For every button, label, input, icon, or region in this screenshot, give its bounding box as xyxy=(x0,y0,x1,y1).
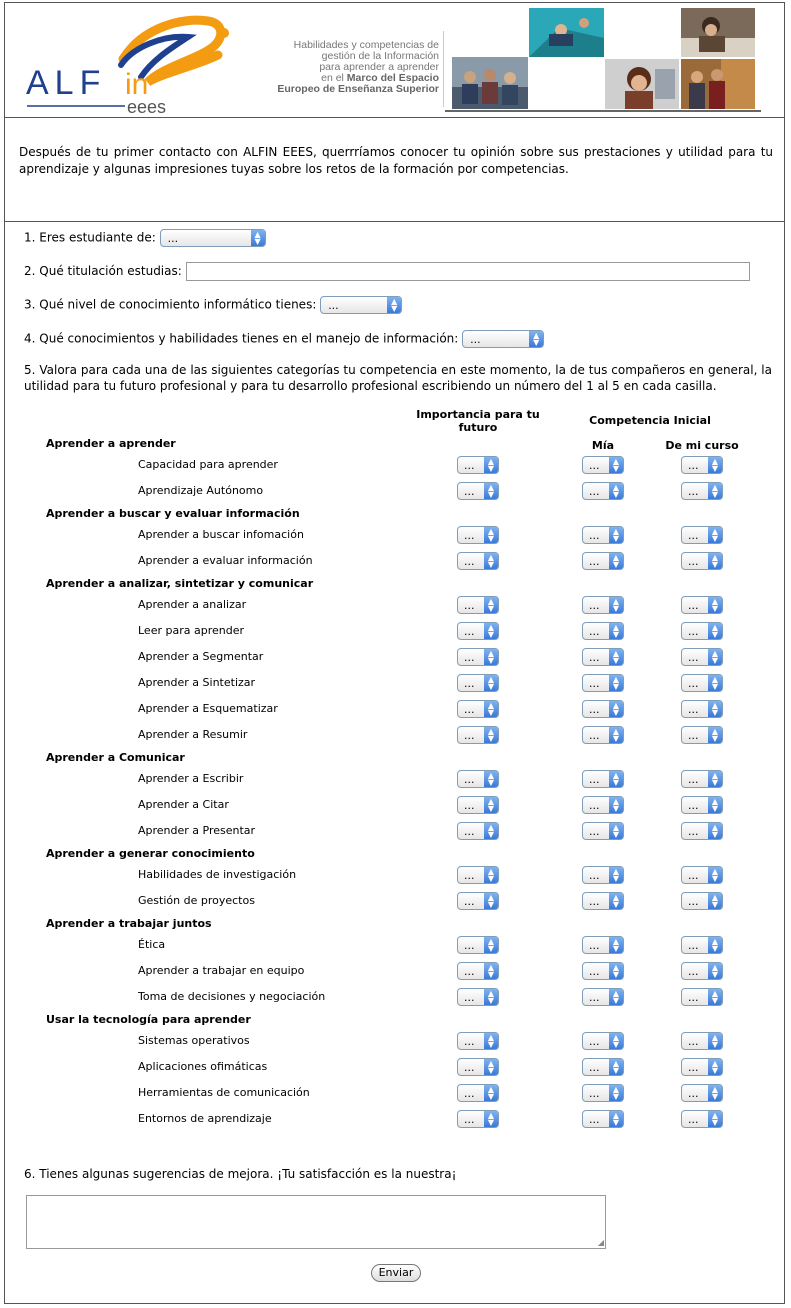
rating-select-course[interactable]: ... ▲ ▼ xyxy=(681,648,723,666)
select-arrows-icon: ▲ ▼ xyxy=(609,989,623,1005)
question-2: 2. Qué titulación estudias: xyxy=(24,262,750,281)
rating-select-importance[interactable]: ... ▲ ▼ xyxy=(457,622,499,640)
category-heading: Usar la tecnología para aprender xyxy=(46,1013,251,1026)
header-banner xyxy=(5,3,784,118)
rating-select-importance[interactable]: ... ▲ ▼ xyxy=(457,866,499,884)
select-arrows-icon: ▲ ▼ xyxy=(708,893,722,909)
rating-cell-mine xyxy=(582,482,624,500)
competence-label: Aprender a Sintetizar xyxy=(138,676,256,689)
students-photo-5 xyxy=(681,59,755,109)
info-skills-select[interactable]: ... ▲ ▼ xyxy=(462,330,544,348)
select-arrows-icon: ▲ ▼ xyxy=(609,797,623,813)
rating-select-mine[interactable]: ... ▲ ▼ xyxy=(582,674,624,692)
rating-select-mine[interactable]: ... ▲ ▼ xyxy=(582,770,624,788)
rating-select-course[interactable]: ... ▲ ▼ xyxy=(681,962,723,980)
rating-select-course[interactable]: ... ▲ ▼ xyxy=(681,526,723,544)
select-arrows-icon: ▲ ▼ xyxy=(708,867,722,883)
rating-cell-mine xyxy=(582,726,624,744)
select-arrows-icon: ▲ ▼ xyxy=(484,823,498,839)
competence-label: Aprendizaje Autónomo xyxy=(138,484,264,497)
select-arrows-icon: ▲ ▼ xyxy=(484,483,498,499)
question-6-label: 6. Tienes algunas sugerencias de mejora. ¡Tu satisfacción es la nuestra¡ xyxy=(24,1167,457,1181)
rating-select-course[interactable]: ... ▲ ▼ xyxy=(681,936,723,954)
rating-cell-importance xyxy=(457,622,499,640)
category-heading: Aprender a Comunicar xyxy=(46,751,185,764)
submit-button[interactable]: Enviar xyxy=(371,1264,421,1282)
select-arrows-icon: ▲ ▼ xyxy=(609,867,623,883)
select-arrows-icon: ▲ ▼ xyxy=(609,1033,623,1049)
competence-label: Aprender a analizar xyxy=(138,598,247,611)
alfin-logo xyxy=(13,7,238,115)
rating-cell-course xyxy=(681,1084,723,1102)
rating-cell-mine xyxy=(582,1058,624,1076)
column-competence: Competencia Inicial xyxy=(589,414,711,427)
category-heading: Aprender a aprender xyxy=(46,437,176,450)
competence-label: Aprender a trabajar en equipo xyxy=(138,964,305,977)
rating-cell-course xyxy=(681,674,723,692)
select-arrows-icon: ▲ ▼ xyxy=(708,1111,722,1127)
select-arrows-icon: ▲ ▼ xyxy=(484,597,498,613)
rating-select-course[interactable]: ... ▲ ▼ xyxy=(681,596,723,614)
select-arrows-icon: ▲ ▼ xyxy=(484,963,498,979)
select-arrows-icon: ▲ ▼ xyxy=(708,623,722,639)
rating-cell-mine xyxy=(582,1084,624,1102)
select-arrows-icon: ▲ ▼ xyxy=(387,297,401,313)
logo-text-in: in xyxy=(125,68,149,101)
rating-select-importance[interactable]: ... ▲ ▼ xyxy=(457,526,499,544)
rating-select-mine[interactable]: ... ▲ ▼ xyxy=(582,552,624,570)
question-5-label: 5. Valora para cada una de las siguientes categorías tu competencia en este momento, la de tus compañeros en general, la utilidad para tu futuro profesional y para tu desarrollo profesional escribiendo un número del 1 al 5 en cada casilla. xyxy=(24,363,772,393)
category-heading: Aprender a trabajar juntos xyxy=(46,917,212,930)
students-photo-4 xyxy=(605,59,679,109)
select-arrows-icon: ▲ ▼ xyxy=(484,553,498,569)
rating-cell-importance xyxy=(457,1058,499,1076)
header-tagline: Habilidades y competencias de gestión de la Información para aprender a aprender en el Marco del Espacio Europeo de Enseñanza Superior xyxy=(277,39,439,95)
category-heading: Aprender a buscar y evaluar información xyxy=(46,507,300,520)
rating-select-mine[interactable]: ... ▲ ▼ xyxy=(582,648,624,666)
rating-select-mine[interactable]: ... ▲ ▼ xyxy=(582,596,624,614)
rating-select-mine[interactable]: ... ▲ ▼ xyxy=(582,700,624,718)
select-arrows-icon: ▲ ▼ xyxy=(708,937,722,953)
select-arrows-icon: ▲ ▼ xyxy=(484,1111,498,1127)
rating-select-importance[interactable]: ... ▲ ▼ xyxy=(457,1032,499,1050)
rating-select-course[interactable]: ... ▲ ▼ xyxy=(681,822,723,840)
rating-cell-course xyxy=(681,936,723,954)
rating-select-mine[interactable]: ... ▲ ▼ xyxy=(582,726,624,744)
rating-select-mine[interactable]: ... ▲ ▼ xyxy=(582,796,624,814)
rating-cell-course xyxy=(681,596,723,614)
question-4: 4. Qué conocimientos y habilidades tienes en el manejo de información: ... ▲ ▼ xyxy=(24,330,544,348)
rating-select-importance[interactable]: ... ▲ ▼ xyxy=(457,648,499,666)
degree-input[interactable] xyxy=(186,262,750,281)
rating-select-mine[interactable]: ... ▲ ▼ xyxy=(582,1110,624,1128)
select-arrows-icon: ▲ ▼ xyxy=(484,1033,498,1049)
rating-cell-mine xyxy=(582,892,624,910)
students-photo-1 xyxy=(452,57,528,109)
rating-cell-course xyxy=(681,822,723,840)
select-arrows-icon: ▲ ▼ xyxy=(484,867,498,883)
rating-select-mine[interactable]: ... ▲ ▼ xyxy=(582,1084,624,1102)
resize-grip-icon[interactable]: ◢ xyxy=(597,1238,604,1247)
rating-cell-importance xyxy=(457,456,499,474)
rating-cell-importance xyxy=(457,936,499,954)
rating-cell-mine xyxy=(582,526,624,544)
rating-cell-importance xyxy=(457,726,499,744)
student-of-select[interactable]: ... ▲ ▼ xyxy=(160,229,266,247)
rating-cell-course xyxy=(681,622,723,640)
rating-select-course[interactable]: ... ▲ ▼ xyxy=(681,866,723,884)
rating-cell-course xyxy=(681,988,723,1006)
rating-cell-importance xyxy=(457,962,499,980)
students-photo-3 xyxy=(681,8,755,57)
column-course: De mi curso xyxy=(665,439,739,452)
rating-select-importance[interactable]: ... ▲ ▼ xyxy=(457,822,499,840)
rating-cell-course xyxy=(681,962,723,980)
rating-cell-mine xyxy=(582,456,624,474)
rating-select-mine[interactable]: ... ▲ ▼ xyxy=(582,988,624,1006)
rating-select-course[interactable]: ... ▲ ▼ xyxy=(681,796,723,814)
intro-text: Después de tu primer contacto con ALFIN EEES, querrríamos conocer tu opinión sobre sus prestaciones y utilidad para tu aprendizaje y algunas impresiones tuyas sobre los retos de la formación por competencias. xyxy=(19,145,773,176)
rating-select-course[interactable]: ... ▲ ▼ xyxy=(681,988,723,1006)
column-mine: Mía xyxy=(591,439,615,452)
select-arrows-icon: ▲ ▼ xyxy=(609,823,623,839)
rating-cell-mine xyxy=(582,1110,624,1128)
rating-cell-course xyxy=(681,552,723,570)
rating-cell-importance xyxy=(457,866,499,884)
rating-cell-importance xyxy=(457,1110,499,1128)
select-arrows-icon: ▲ ▼ xyxy=(609,727,623,743)
rating-select-importance[interactable]: ... ▲ ▼ xyxy=(457,482,499,500)
select-arrows-icon: ▲ ▼ xyxy=(708,823,722,839)
rating-select-course[interactable]: ... ▲ ▼ xyxy=(681,700,723,718)
rating-select-course[interactable]: ... ▲ ▼ xyxy=(681,770,723,788)
competence-label: Aprender a Escribir xyxy=(138,772,244,785)
rating-select-importance[interactable]: ... ▲ ▼ xyxy=(457,1084,499,1102)
rating-select-mine[interactable]: ... ▲ ▼ xyxy=(582,822,624,840)
rating-cell-mine xyxy=(582,962,624,980)
select-arrows-icon: ▲ ▼ xyxy=(484,937,498,953)
select-arrows-icon: ▲ ▼ xyxy=(484,797,498,813)
select-arrows-icon: ▲ ▼ xyxy=(609,527,623,543)
select-arrows-icon: ▲ ▼ xyxy=(609,649,623,665)
competence-label: Aprender a buscar infomación xyxy=(138,528,304,541)
select-arrows-icon: ▲ ▼ xyxy=(484,1085,498,1101)
select-arrows-icon: ▲ ▼ xyxy=(484,771,498,787)
rating-select-course[interactable]: ... ▲ ▼ xyxy=(681,1110,723,1128)
rating-select-importance[interactable]: ... ▲ ▼ xyxy=(457,892,499,910)
competence-label: Leer para aprender xyxy=(138,624,244,637)
select-arrows-icon: ▲ ▼ xyxy=(484,989,498,1005)
rating-select-importance[interactable]: ... ▲ ▼ xyxy=(457,700,499,718)
rating-select-mine[interactable]: ... ▲ ▼ xyxy=(582,892,624,910)
select-arrows-icon: ▲ ▼ xyxy=(484,527,498,543)
rating-cell-course xyxy=(681,770,723,788)
rating-cell-mine xyxy=(582,822,624,840)
rating-select-course[interactable]: ... ▲ ▼ xyxy=(681,892,723,910)
select-arrows-icon: ▲ ▼ xyxy=(708,701,722,717)
select-arrows-icon: ▲ ▼ xyxy=(251,230,265,246)
select-arrows-icon: ▲ ▼ xyxy=(529,331,543,347)
question-1: 1. Eres estudiante de: ... ▲ ▼ xyxy=(24,229,266,247)
page-frame xyxy=(4,2,785,1304)
rating-select-importance[interactable]: ... ▲ ▼ xyxy=(457,552,499,570)
rating-select-mine[interactable]: ... ▲ ▼ xyxy=(582,1058,624,1076)
select-arrows-icon: ▲ ▼ xyxy=(708,649,722,665)
rating-select-course[interactable]: ... ▲ ▼ xyxy=(681,674,723,692)
rating-select-mine[interactable]: ... ▲ ▼ xyxy=(582,622,624,640)
select-arrows-icon: ▲ ▼ xyxy=(708,457,722,473)
competence-label: Aprender a Esquematizar xyxy=(138,702,278,715)
select-arrows-icon: ▲ ▼ xyxy=(708,989,722,1005)
rating-select-importance[interactable]: ... ▲ ▼ xyxy=(457,726,499,744)
select-arrows-icon: ▲ ▼ xyxy=(484,623,498,639)
rating-cell-importance xyxy=(457,700,499,718)
select-arrows-icon: ▲ ▼ xyxy=(609,483,623,499)
rating-cell-importance xyxy=(457,822,499,840)
competence-label: Aprender a Segmentar xyxy=(138,650,264,663)
rating-select-importance[interactable]: ... ▲ ▼ xyxy=(457,962,499,980)
category-heading: Aprender a analizar, sintetizar y comunicar xyxy=(46,577,314,590)
rating-select-course[interactable]: ... ▲ ▼ xyxy=(681,482,723,500)
rating-cell-importance xyxy=(457,796,499,814)
rating-cell-course xyxy=(681,700,723,718)
rating-cell-course xyxy=(681,1032,723,1050)
rating-cell-course xyxy=(681,892,723,910)
select-arrows-icon: ▲ ▼ xyxy=(609,1085,623,1101)
competence-label: Aprender a Resumir xyxy=(138,728,248,741)
rating-cell-importance xyxy=(457,892,499,910)
rating-cell-course xyxy=(681,456,723,474)
competence-label: Aprender a evaluar información xyxy=(138,554,313,567)
rating-cell-importance xyxy=(457,552,499,570)
rating-select-course[interactable]: ... ▲ ▼ xyxy=(681,552,723,570)
intro-separator xyxy=(5,221,784,222)
rating-select-course[interactable]: ... ▲ ▼ xyxy=(681,1032,723,1050)
rating-cell-course xyxy=(681,866,723,884)
rating-select-course[interactable]: ... ▲ ▼ xyxy=(681,1084,723,1102)
header-separator xyxy=(443,31,444,107)
select-arrows-icon: ▲ ▼ xyxy=(708,1059,722,1075)
rating-select-importance[interactable]: ... ▲ ▼ xyxy=(457,1110,499,1128)
rating-cell-importance xyxy=(457,526,499,544)
category-heading: Aprender a generar conocimiento xyxy=(46,847,255,860)
select-arrows-icon: ▲ ▼ xyxy=(708,797,722,813)
rating-cell-course xyxy=(681,796,723,814)
rating-cell-importance xyxy=(457,674,499,692)
competence-label: Capacidad para aprender xyxy=(138,458,278,471)
select-arrows-icon: ▲ ▼ xyxy=(708,527,722,543)
rating-cell-course xyxy=(681,1058,723,1076)
rating-cell-importance xyxy=(457,482,499,500)
competence-label: Sistemas operativos xyxy=(138,1034,250,1047)
rating-select-mine[interactable]: ... ▲ ▼ xyxy=(582,866,624,884)
question-3: 3. Qué nivel de conocimiento informático tienes: ... ▲ ▼ xyxy=(24,296,402,314)
select-arrows-icon: ▲ ▼ xyxy=(708,1085,722,1101)
rating-select-course[interactable]: ... ▲ ▼ xyxy=(681,1058,723,1076)
select-arrows-icon: ▲ ▼ xyxy=(708,675,722,691)
rating-select-importance[interactable]: ... ▲ ▼ xyxy=(457,988,499,1006)
rating-select-course[interactable]: ... ▲ ▼ xyxy=(681,726,723,744)
rating-cell-mine xyxy=(582,622,624,640)
rating-cell-mine xyxy=(582,674,624,692)
select-arrows-icon: ▲ ▼ xyxy=(484,457,498,473)
select-arrows-icon: ▲ ▼ xyxy=(484,675,498,691)
rating-cell-mine xyxy=(582,700,624,718)
rating-select-mine[interactable]: ... ▲ ▼ xyxy=(582,936,624,954)
rating-select-importance[interactable]: ... ▲ ▼ xyxy=(457,770,499,788)
select-arrows-icon: ▲ ▼ xyxy=(484,701,498,717)
rating-cell-mine xyxy=(582,552,624,570)
select-arrows-icon: ▲ ▼ xyxy=(484,649,498,665)
logo-sub: eees xyxy=(127,97,167,115)
rating-cell-course xyxy=(681,482,723,500)
select-arrows-icon: ▲ ▼ xyxy=(484,727,498,743)
select-arrows-icon: ▲ ▼ xyxy=(609,1059,623,1075)
rating-select-importance[interactable]: ... ▲ ▼ xyxy=(457,596,499,614)
rating-cell-mine xyxy=(582,796,624,814)
competence-label: Ética xyxy=(138,938,166,951)
select-arrows-icon: ▲ ▼ xyxy=(609,597,623,613)
select-arrows-icon: ▲ ▼ xyxy=(708,771,722,787)
rating-select-mine[interactable]: ... ▲ ▼ xyxy=(582,526,624,544)
rating-cell-mine xyxy=(582,770,624,788)
rating-select-importance[interactable]: ... ▲ ▼ xyxy=(457,936,499,954)
rating-select-importance[interactable]: ... ▲ ▼ xyxy=(457,456,499,474)
select-arrows-icon: ▲ ▼ xyxy=(609,771,623,787)
rating-cell-importance xyxy=(457,1032,499,1050)
rating-select-mine[interactable]: ... ▲ ▼ xyxy=(582,456,624,474)
rating-cell-mine xyxy=(582,596,624,614)
rating-cell-importance xyxy=(457,988,499,1006)
rating-select-importance[interactable]: ... ▲ ▼ xyxy=(457,1058,499,1076)
rating-cell-mine xyxy=(582,988,624,1006)
rating-select-mine[interactable]: ... ▲ ▼ xyxy=(582,482,624,500)
select-arrows-icon: ▲ ▼ xyxy=(609,1111,623,1127)
select-arrows-icon: ▲ ▼ xyxy=(609,623,623,639)
select-arrows-icon: ▲ ▼ xyxy=(708,597,722,613)
competence-label: Aprender a Presentar xyxy=(138,824,256,837)
rating-cell-mine xyxy=(582,936,624,954)
competence-label: Aplicaciones ofimáticas xyxy=(138,1060,268,1073)
select-arrows-icon: ▲ ▼ xyxy=(609,675,623,691)
logo-text: ALF xyxy=(26,64,107,102)
select-arrows-icon: ▲ ▼ xyxy=(609,553,623,569)
competence-label: Herramientas de comunicación xyxy=(138,1086,310,1099)
suggestions-textarea[interactable] xyxy=(26,1195,606,1249)
competence-label: Toma de decisiones y negociación xyxy=(138,990,326,1003)
rating-cell-importance xyxy=(457,1084,499,1102)
rating-select-mine[interactable]: ... ▲ ▼ xyxy=(582,962,624,980)
rating-select-mine[interactable]: ... ▲ ▼ xyxy=(582,1032,624,1050)
select-arrows-icon: ▲ ▼ xyxy=(708,483,722,499)
rating-select-course[interactable]: ... ▲ ▼ xyxy=(681,622,723,640)
rating-cell-course xyxy=(681,1110,723,1128)
rating-cell-importance xyxy=(457,770,499,788)
students-photo-2 xyxy=(529,8,604,57)
competence-label: Gestión de proyectos xyxy=(138,894,255,907)
rating-cell-importance xyxy=(457,596,499,614)
competence-label: Entornos de aprendizaje xyxy=(138,1112,272,1125)
select-arrows-icon: ▲ ▼ xyxy=(484,1059,498,1075)
select-arrows-icon: ▲ ▼ xyxy=(609,937,623,953)
rating-select-importance[interactable]: ... ▲ ▼ xyxy=(457,796,499,814)
select-arrows-icon: ▲ ▼ xyxy=(609,457,623,473)
rating-cell-mine xyxy=(582,1032,624,1050)
rating-cell-course xyxy=(681,526,723,544)
column-importance: Importancia para tu futuro xyxy=(416,408,540,434)
rating-cell-mine xyxy=(582,866,624,884)
select-arrows-icon: ▲ ▼ xyxy=(708,553,722,569)
select-arrows-icon: ▲ ▼ xyxy=(708,1033,722,1049)
rating-cell-importance xyxy=(457,648,499,666)
rating-select-importance[interactable]: ... ▲ ▼ xyxy=(457,674,499,692)
rating-cell-course xyxy=(681,648,723,666)
select-arrows-icon: ▲ ▼ xyxy=(609,963,623,979)
rating-select-course[interactable]: ... ▲ ▼ xyxy=(681,456,723,474)
competence-label: Aprender a Citar xyxy=(138,798,229,811)
rating-cell-mine xyxy=(582,648,624,666)
computer-level-select[interactable]: ... ▲ ▼ xyxy=(320,296,402,314)
select-arrows-icon: ▲ ▼ xyxy=(708,727,722,743)
header-underline xyxy=(445,110,761,112)
select-arrows-icon: ▲ ▼ xyxy=(484,893,498,909)
competence-label: Habilidades de investigación xyxy=(138,868,297,881)
select-arrows-icon: ▲ ▼ xyxy=(609,893,623,909)
rating-cell-course xyxy=(681,726,723,744)
select-arrows-icon: ▲ ▼ xyxy=(609,701,623,717)
select-arrows-icon: ▲ ▼ xyxy=(708,963,722,979)
